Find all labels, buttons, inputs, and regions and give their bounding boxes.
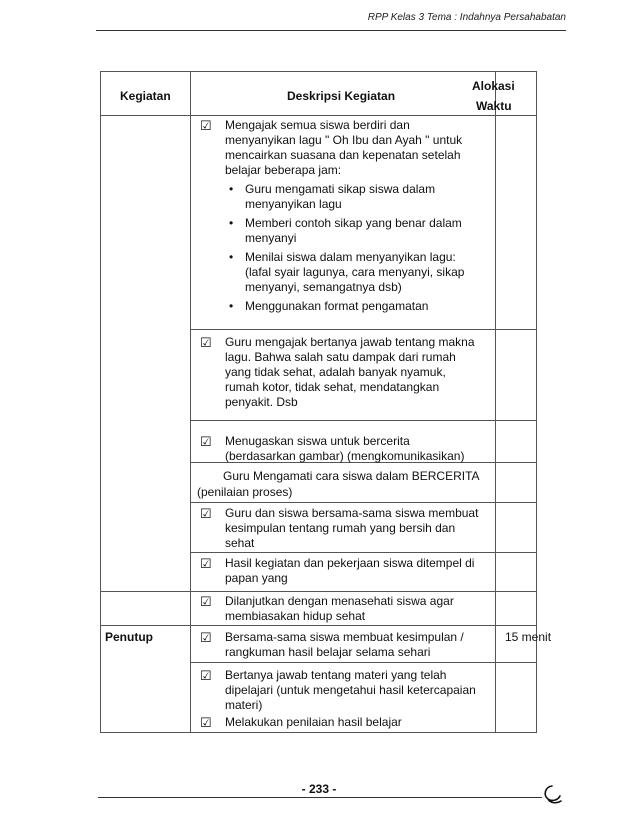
activity-text: materi) (225, 698, 263, 712)
activity-text: Bersama-sama siswa membuat kesimpulan / (225, 630, 464, 644)
table-col-divider (495, 72, 496, 732)
assessment-text: Guru Mengamati cara siswa dalam BERCERITA (223, 469, 480, 483)
col-header-kegiatan: Kegiatan (120, 89, 171, 103)
checkbox-icon: ☑ (200, 434, 212, 449)
bullet-icon: • (229, 250, 234, 264)
checkbox-icon: ☑ (200, 118, 212, 133)
activity-text: lagu. Bahwa salah satu dampak dari rumah (225, 350, 456, 364)
table-header-rule (101, 115, 536, 116)
checkbox-icon: ☑ (200, 506, 212, 521)
assessment-text: (penilaian proses) (197, 485, 293, 499)
activity-text: Menugaskan siswa untuk bercerita (225, 434, 410, 448)
checkbox-icon: ☑ (200, 630, 212, 645)
page-number: - 233 - (301, 782, 337, 796)
activity-text: membiasakan hidup sehat (225, 609, 366, 623)
activity-text: Mengajak semua siswa berdiri dan (225, 118, 410, 132)
bullet-text: menyanyikan lagu (245, 197, 342, 211)
activity-text: Dilanjutkan dengan menasehati siswa agar (225, 594, 454, 608)
bullet-text: Memberi contoh sikap yang benar dalam (245, 216, 462, 230)
checkbox-icon: ☑ (200, 668, 212, 683)
activity-text: yang tidak sehat, adalah banyak nyamuk, (225, 365, 446, 379)
col-header-waktu: Waktu (476, 99, 512, 113)
bullet-icon: • (229, 182, 234, 196)
bullet-text: (lafal syair lagunya, cara menyanyi, sikap (245, 265, 465, 279)
checkbox-icon: ☑ (200, 594, 212, 609)
activity-text: Guru dan siswa bersama-sama siswa membuat (225, 506, 479, 520)
activity-text: Guru mengajak bertanya jawab tentang makna (225, 335, 475, 349)
table-row-rule (101, 591, 536, 592)
activity-text: kesimpulan tentang rumah yang bersih dan (225, 521, 456, 535)
bullet-text: Menggunakan format pengamatan (245, 299, 429, 313)
activity-text: dipelajari (untuk mengetahui hasil ketercapaian (225, 683, 476, 697)
activity-text: Hasil kegiatan dan pekerjaan siswa ditempel di (225, 556, 475, 570)
table-row-rule (190, 420, 536, 421)
activity-text: (berdasarkan gambar) (mengkomunikasikan) (225, 449, 465, 463)
checkbox-icon: ☑ (200, 556, 212, 571)
footer-rule (98, 797, 542, 798)
bullet-text: menyanyi (245, 231, 297, 245)
activity-text: penyakit. Dsb (225, 395, 298, 409)
running-header: RPP Kelas 3 Tema : Indahnya Persahabatan (367, 12, 566, 23)
table-row-rule (190, 329, 536, 330)
lesson-table (100, 71, 552, 733)
activity-text: Bertanya jawab tentang materi yang telah (225, 668, 447, 682)
table-row-rule (190, 552, 536, 553)
table-row-rule (190, 502, 536, 503)
table-row-rule (190, 662, 536, 663)
activity-text: sehat (225, 536, 255, 550)
bullet-text: Menilai siswa dalam menyanyikan lagu: (245, 250, 456, 264)
checkbox-icon: ☑ (200, 335, 212, 350)
activity-text: rumah kotor, tidak sehat, mendatangkan (225, 380, 440, 394)
table-row-rule (101, 625, 536, 626)
penutup-label: Penutup (105, 630, 153, 644)
bullet-text: Guru mengamati sikap siswa dalam (245, 182, 436, 196)
penutup-time: 15 menit (505, 630, 552, 644)
checkbox-icon: ☑ (200, 715, 212, 730)
header-rule (96, 30, 566, 31)
bullet-text: menyanyi, semangatnya dsb) (245, 280, 402, 294)
activity-text: papan yang (225, 571, 288, 585)
col-header-alokasi: Alokasi (472, 79, 515, 93)
bullet-icon: • (229, 299, 234, 313)
swirl-ornament-icon (540, 783, 564, 805)
bullet-icon: • (229, 216, 234, 230)
activity-text: belajar beberapa jam: (225, 163, 342, 177)
activity-text: rangkuman hasil belajar selama sehari (225, 645, 431, 659)
activity-text: Melakukan penilaian hasil belajar (225, 715, 402, 729)
activity-text: mencairkan suasana dan kepenatan setelah (225, 148, 461, 162)
table-col-divider (190, 72, 191, 732)
activity-text: menyanyikan lagu " Oh Ibu dan Ayah " untuk (225, 133, 463, 147)
col-header-deskripsi: Deskripsi Kegiatan (287, 89, 396, 103)
